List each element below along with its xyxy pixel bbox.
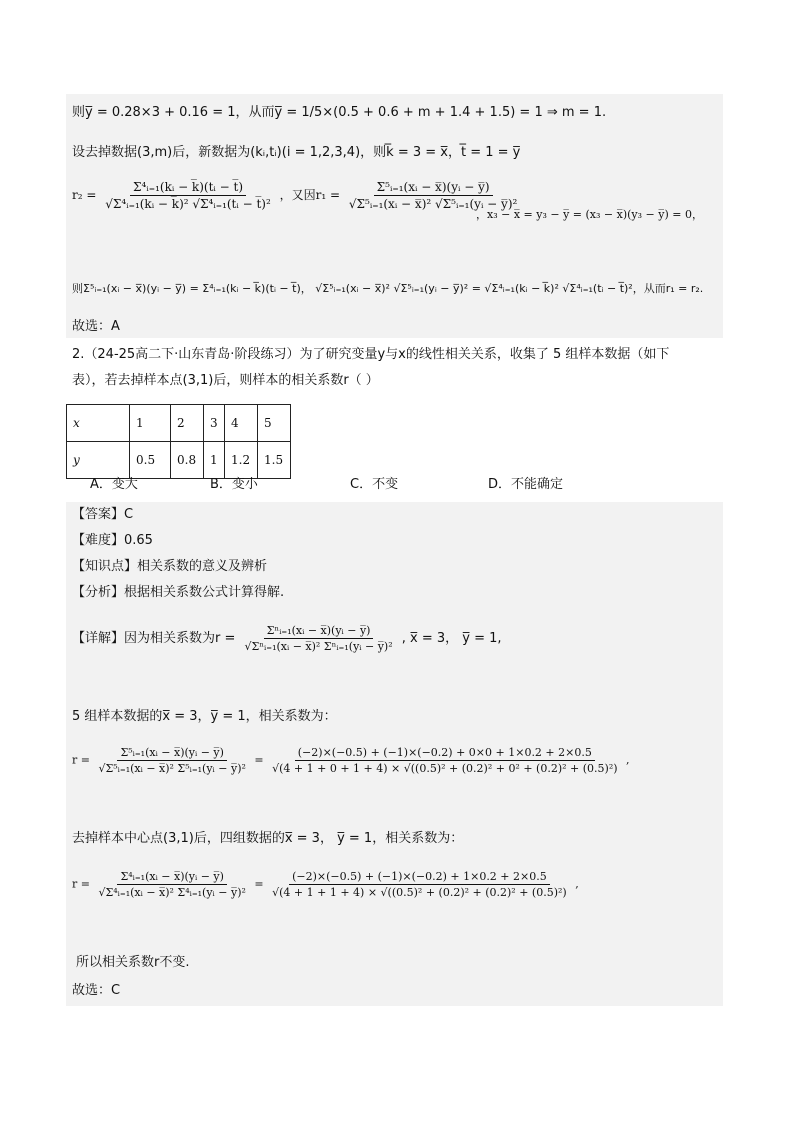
comma: , bbox=[575, 877, 579, 891]
table-cell: 4 bbox=[225, 405, 258, 442]
answer-choice-1: 故选：A bbox=[72, 319, 120, 334]
r2-numerator: Σ⁴ᵢ₌₁(kᵢ − k̅)(tᵢ − t̅) bbox=[130, 180, 246, 196]
table-cell: 1.2 bbox=[225, 442, 258, 479]
option-c[interactable]: C．不变 bbox=[350, 477, 399, 492]
table-cell: 3 bbox=[204, 405, 225, 442]
option-a[interactable]: A．变大 bbox=[90, 477, 138, 492]
also-because: ，又因r₁ = bbox=[279, 188, 341, 202]
f1-left-denominator: √Σ⁵ᵢ₌₁(xᵢ − x̅)² Σ⁵ᵢ₌₁(yᵢ − y̅)² bbox=[98, 762, 246, 775]
table-cell: 1 bbox=[130, 405, 171, 442]
f2-left-fraction bbox=[95, 870, 248, 899]
r1-denominator: √Σ⁵ᵢ₌₁(xᵢ − x̅)² √Σ⁵ᵢ₌₁(yᵢ − y̅)² bbox=[348, 197, 518, 211]
f1-left-fraction bbox=[95, 746, 248, 775]
f2-right-fraction bbox=[269, 870, 570, 899]
derivation-line-2: 设去掉数据(3,m)后，新数据为(kᵢ,tᵢ)(i = 1,2,3,4)，则k̅ = 3 = x̅，t̅ = 1 = y̅ bbox=[72, 145, 521, 160]
five-groups-line: 5 组样本数据的x̅ = 3，y̅ = 1，相关系数为： bbox=[72, 709, 337, 724]
detail-numerator: Σⁿᵢ₌₁(xᵢ − x̅)(yᵢ − y̅) bbox=[264, 624, 374, 639]
r-equals: r = bbox=[72, 753, 90, 767]
f2-left-numerator: Σ⁴ᵢ₌₁(xᵢ − x̅)(yᵢ − y̅) bbox=[117, 870, 226, 885]
f1-right-denominator: √(4 + 1 + 0 + 1 + 4) × √((0.5)² + (0.2)² + 0² + (0.2)² + (0.5)²) bbox=[272, 762, 618, 775]
table-cell: 5 bbox=[258, 405, 291, 442]
f2-right-numerator: (−2)×(−0.5) + (−1)×(−0.2) + 1×0.2 + 2×0.5 bbox=[289, 870, 550, 885]
f1-left-numerator: Σ⁵ᵢ₌₁(xᵢ − x̅)(yᵢ − y̅) bbox=[117, 746, 226, 761]
f1-right-fraction bbox=[269, 746, 620, 775]
answer-label: 【答案】C bbox=[72, 507, 134, 522]
derivation-line-1: 则y̅ = 0.28×3 + 0.16 = 1，从而y̅ = 1/5×(0.5 + 0.6 + m + 1.4 + 1.5) = 1 ⇒ m = 1. bbox=[72, 105, 607, 120]
detail-formula bbox=[72, 624, 502, 653]
option-b[interactable]: B．变小 bbox=[210, 477, 258, 492]
table-header-x: x bbox=[67, 405, 130, 442]
sample-data-table bbox=[66, 404, 291, 479]
table-row-x bbox=[67, 405, 291, 442]
detail-suffix: , x̅ = 3， y̅ = 1, bbox=[401, 631, 502, 646]
table-cell: 2 bbox=[171, 405, 204, 442]
equals-sign: = bbox=[254, 753, 264, 767]
r2-label: r₂ = bbox=[72, 188, 97, 202]
f1-right-numerator: (−2)×(−0.5) + (−1)×(−0.2) + 0×0 + 1×0.2 + 2×0.5 bbox=[295, 746, 595, 761]
r2-denominator: √Σ⁴ᵢ₌₁(kᵢ − k̅)² √Σ⁴ᵢ₌₁(tᵢ − t̅)² bbox=[105, 197, 271, 211]
detail-prefix: 【详解】因为相关系数为r = bbox=[72, 631, 236, 646]
table-cell: 0.5 bbox=[130, 442, 171, 479]
derivation-line-4: 则Σ⁵ᵢ₌₁(xᵢ − x̅)(yᵢ − y̅) = Σ⁴ᵢ₌₁(kᵢ − k̅)(tᵢ − t̅)， √Σ⁵ᵢ₌₁(xᵢ − x̅)² √Σ⁵ᵢ₌₁(yᵢ − y̅)² = √Σ⁴ᵢ₌₁(kᵢ − k̅)² √Σ⁴ᵢ₌₁(tᵢ − t̅)²，从而r₁ = r₂. bbox=[72, 282, 704, 295]
knowledge-label: 【知识点】相关系数的意义及辨析 bbox=[72, 559, 268, 574]
x3-relation: ，x₃ − x̅ = y₃ − y̅ = (x₃ − x̅)(y₃ − y̅) = 0， bbox=[476, 208, 703, 221]
detail-denominator: √Σⁿᵢ₌₁(xᵢ − x̅)² Σⁿᵢ₌₁(yᵢ − y̅)² bbox=[244, 640, 393, 653]
answer-choice-2: 故选：C bbox=[72, 983, 121, 998]
detail-fraction bbox=[242, 624, 396, 653]
f2-left-denominator: √Σ⁴ᵢ₌₁(xᵢ − x̅)² Σ⁴ᵢ₌₁(yᵢ − y̅)² bbox=[98, 886, 246, 899]
table-header-y: y bbox=[67, 442, 130, 479]
question-2-line-1: 2.（24-25高二下·山东青岛·阶段练习）为了研究变量y与x的线性相关关系，收集了 5 组样本数据（如下 bbox=[72, 347, 670, 362]
analysis-label: 【分析】根据相关系数公式计算得解. bbox=[72, 585, 285, 600]
conclusion-line: 所以相关系数r不变. bbox=[76, 955, 190, 970]
f2-right-denominator: √(4 + 1 + 1 + 4) × √((0.5)² + (0.2)² + (0.2)² + (0.5)²) bbox=[272, 886, 567, 899]
table-row-y bbox=[67, 442, 291, 479]
equals-sign: = bbox=[254, 877, 264, 891]
r2-fraction bbox=[102, 180, 274, 211]
comma: , bbox=[626, 753, 630, 767]
remove-center-line: 去掉样本中心点(3,1)后，四组数据的x̅ = 3， y̅ = 1，相关系数为： bbox=[72, 831, 464, 846]
difficulty-label: 【难度】0.65 bbox=[72, 533, 153, 548]
formula-four-groups bbox=[72, 870, 579, 899]
r-equals: r = bbox=[72, 877, 90, 891]
option-d[interactable]: D．不能确定 bbox=[488, 477, 564, 492]
r1-numerator: Σ⁵ᵢ₌₁(xᵢ − x̅)(yᵢ − y̅) bbox=[374, 180, 493, 196]
table-cell: 0.8 bbox=[171, 442, 204, 479]
question-2-line-2: 表），若去掉样本点(3,1)后，则样本的相关系数r（ ） bbox=[72, 373, 379, 388]
formula-five-groups bbox=[72, 746, 630, 775]
table-cell: 1 bbox=[204, 442, 225, 479]
table-cell: 1.5 bbox=[258, 442, 291, 479]
r2-formula bbox=[72, 180, 522, 211]
